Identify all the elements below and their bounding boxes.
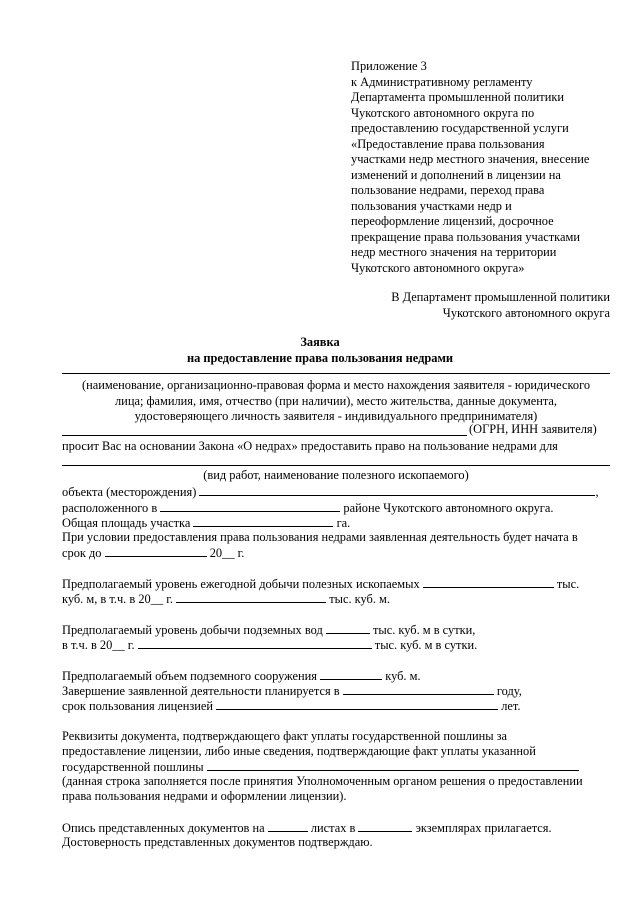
appendix-line: недр местного значения на территории <box>351 245 557 259</box>
appendix-line: переоформление лицензий, досрочное <box>351 214 554 228</box>
annual-unit: тыс. <box>556 577 580 591</box>
payment-details-field[interactable] <box>207 759 579 771</box>
start-year: 20__ г. <box>209 546 245 560</box>
area-line <box>62 515 350 531</box>
district-field[interactable] <box>160 500 340 512</box>
inventory-copies: экземплярах прилагается. <box>415 821 552 835</box>
sheets-count-field[interactable] <box>268 820 308 832</box>
addressee-line-1: В Департамент промышленной политики <box>391 290 610 304</box>
annual-year-unit: тыс. куб. м. <box>329 592 390 606</box>
term-line <box>62 698 520 714</box>
inventory-sheets: листах в <box>310 821 356 835</box>
appendix-line: Департамента промышленной политики <box>351 90 565 104</box>
underground-volume-label: Предполагаемый объем подземного сооружения <box>62 669 318 683</box>
area-unit: га. <box>336 516 351 530</box>
payment-label: государственной пошлины <box>62 760 204 774</box>
appendix-block <box>351 59 610 276</box>
groundwater-year-unit: тыс. куб. м в сутки. <box>374 638 478 652</box>
appendix-line: пользования участками недр и <box>351 198 512 213</box>
underground-volume-line <box>62 668 421 684</box>
groundwater-year-prefix: в т.ч. в 20__ г. <box>62 638 135 652</box>
completion-line <box>62 683 522 699</box>
appendix-line: к Административному регламенту <box>351 74 533 89</box>
object-field[interactable] <box>199 484 595 496</box>
groundwater-line-2 <box>62 637 477 653</box>
appendix-line: Чукотского автономного округа по <box>351 105 535 120</box>
underground-volume-unit: куб. м. <box>385 669 421 683</box>
appendix-line: Приложение 3 <box>351 59 427 73</box>
request-text: просит Вас на основании Закона «О недрах» предоставить право на пользование недрами для <box>62 439 558 453</box>
payment-note-1: (данная строка заполняется после принятия Уполномоченным органом решения о предоставлении <box>62 774 583 788</box>
appendix-line: изменений и дополнений в лицензии на <box>351 167 561 182</box>
appendix-line: предоставлению государственной услуги <box>351 121 569 135</box>
applicant-hint-2: лица; фамилия, имя, отчество (при наличии), место жительства, данные документа, <box>115 394 557 408</box>
annual-production-line <box>62 576 579 592</box>
object-label: объекта (месторождения) <box>62 485 197 499</box>
completion-label: Завершение заявленной деятельности планируется в <box>62 684 340 698</box>
payment-line-3 <box>62 759 579 775</box>
area-field[interactable] <box>193 515 333 527</box>
inventory-line <box>62 820 552 836</box>
appendix-line: участками недр местного значения, внесение <box>351 152 590 166</box>
payment-note-2: права пользования недрами и оформлении лицензии). <box>62 789 347 803</box>
start-date-field[interactable] <box>105 545 207 557</box>
addressee-block <box>340 290 610 321</box>
located-line <box>62 500 554 516</box>
object-line <box>62 484 599 500</box>
ogrn-inn-label: (ОГРН, ИНН заявителя) <box>469 422 597 436</box>
payment-line-2: предоставление лицензии, либо иные сведения, подтверждающие факт уплаты указанной <box>62 744 536 758</box>
work-type-field[interactable] <box>62 465 610 466</box>
annual-year-prefix: куб. м, в т.ч. в 20__ г. <box>62 592 173 606</box>
located-suffix: районе Чукотского автономного округа. <box>343 501 554 515</box>
applicant-hint-3: удостоверяющего личность заявителя - индивидуального предпринимателя) <box>134 409 538 423</box>
term-label: срок пользования лицензией <box>62 699 213 713</box>
appendix-line: «Предоставление права пользования <box>351 136 545 151</box>
annual-production-line-2 <box>62 591 390 607</box>
groundwater-unit: тыс. куб. м в сутки, <box>372 623 476 637</box>
groundwater-label: Предполагаемый уровень добычи подземных вод <box>62 623 323 637</box>
groundwater-line <box>62 622 475 638</box>
groundwater-volume-field[interactable] <box>326 622 370 634</box>
start-line-1: При условии предоставления права пользования недрами заявленная деятельность будет начата в <box>62 530 578 544</box>
form-subtitle: на предоставление права пользования недрами <box>186 351 454 365</box>
appendix-line: Чукотского автономного округа» <box>351 260 525 275</box>
confirmation-line: Достоверность представленных документов подтверждаю. <box>62 835 373 849</box>
located-label: расположенного в <box>62 501 158 515</box>
appendix-line: прекращение права пользования участками <box>351 229 580 244</box>
annual-label: Предполагаемый уровень ежегодной добычи полезных ископаемых <box>62 577 420 591</box>
addressee-line-2: Чукотского автономного округа <box>442 305 610 320</box>
completion-year-field[interactable] <box>343 683 494 695</box>
applicant-name-field[interactable] <box>62 373 610 374</box>
term-field[interactable] <box>216 698 498 710</box>
inventory-prefix: Опись представленных документов на <box>62 821 265 835</box>
copies-count-field[interactable] <box>358 820 412 832</box>
work-type-hint: (вид работ, наименование полезного ископаемого) <box>203 468 469 482</box>
term-unit: лет. <box>501 699 521 713</box>
form-title: Заявка <box>300 335 340 349</box>
start-line-2 <box>62 545 244 561</box>
applicant-hint-1: (наименование, организационно-правовая форма и место нахождения заявителя - юридического <box>81 378 591 392</box>
underground-volume-field[interactable] <box>320 668 382 680</box>
payment-line-1: Реквизиты документа, подтверждающего факт уплаты государственной пошлины за <box>62 729 508 743</box>
groundwater-year-field[interactable] <box>138 637 372 649</box>
start-prefix: срок до <box>62 546 102 560</box>
area-label: Общая площадь участка <box>62 516 191 530</box>
completion-unit: году, <box>496 684 522 698</box>
object-end: , <box>595 485 599 499</box>
appendix-line: пользование недрами, переход права <box>351 183 545 197</box>
ogrn-inn-field[interactable] <box>62 435 467 436</box>
annual-year-volume-field[interactable] <box>176 591 326 603</box>
annual-volume-field[interactable] <box>423 576 554 588</box>
